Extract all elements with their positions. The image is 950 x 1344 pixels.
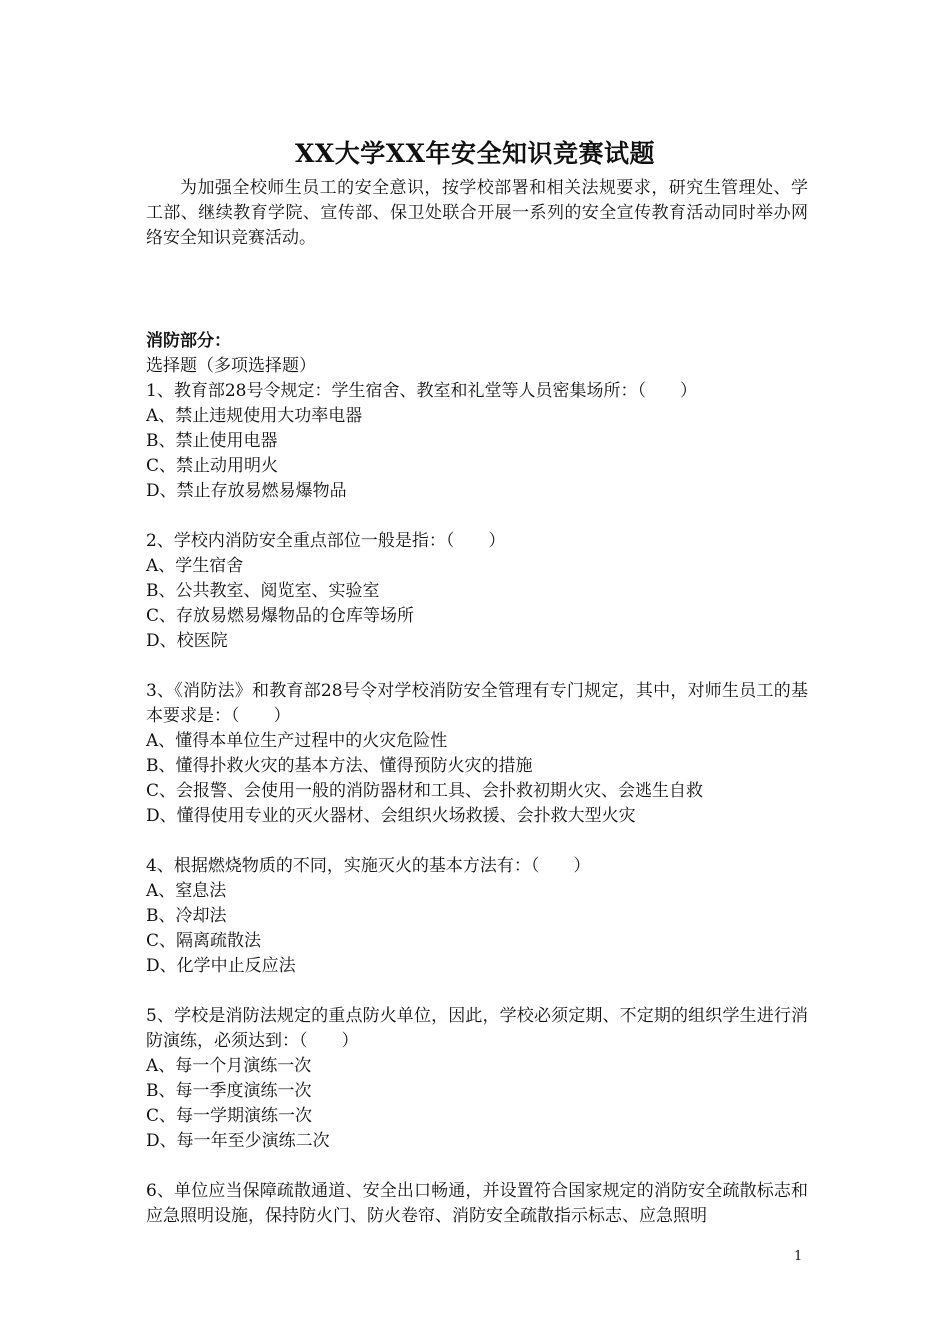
answer-option: C、会报警、会使用一般的消防器材和工具、会扑救初期火灾、会逃生自救	[146, 781, 704, 801]
answer-option: D、懂得使用专业的灭火器材、会组织火场救援、会扑救大型火灾	[146, 806, 636, 826]
answer-option: B、每一季度演练一次	[146, 1081, 312, 1101]
answer-option: B、公共教室、阅览室、实验室	[146, 581, 380, 601]
question-block	[146, 679, 808, 829]
fire-safety-section	[146, 329, 808, 1229]
answer-option: C、禁止动用明火	[146, 456, 279, 476]
question-text: 5、学校是消防法规定的重点防火单位，因此，学校必须定期、不定期的组织学生进行消防演练，必须达到：（ ）	[146, 1006, 808, 1051]
answer-option: B、禁止使用电器	[146, 431, 278, 451]
section-subtitle: 选择题（多项选择题）	[146, 356, 316, 376]
answer-option: D、每一年至少演练二次	[146, 1131, 330, 1151]
question-text: 3、《消防法》和教育部28号令对学校消防安全管理有专门规定，其中，对师生员工的基本要求是：（ ）	[146, 681, 808, 726]
question-list	[146, 379, 808, 1229]
answer-option: D、校医院	[146, 631, 228, 651]
question-text: 4、根据燃烧物质的不同，实施灭火的基本方法有：（ ）	[146, 856, 591, 876]
question-block	[146, 529, 808, 654]
answer-option: D、禁止存放易燃易爆物品	[146, 481, 347, 501]
section-title: 消防部分：	[146, 331, 231, 351]
question-block	[146, 1179, 808, 1229]
question-text: 2、学校内消防安全重点部位一般是指：（ ）	[146, 531, 506, 551]
answer-option: A、窒息法	[146, 881, 227, 901]
question-text: 6、单位应当保障疏散通道、安全出口畅通，并设置符合国家规定的消防安全疏散标志和应急照明设施，保持防火门、防火卷帘、消防安全疏散指示标志、应急照明	[146, 1181, 808, 1226]
question-block	[146, 1004, 808, 1154]
answer-option: A、懂得本单位生产过程中的火灾危险性	[146, 731, 448, 751]
answer-option: C、隔离疏散法	[146, 931, 262, 951]
answer-option: B、冷却法	[146, 906, 227, 926]
answer-option: A、学生宿舍	[146, 556, 244, 576]
question-block	[146, 854, 808, 979]
document-body	[146, 176, 808, 1254]
page-number: 1	[794, 1249, 803, 1264]
answer-option: C、每一学期演练一次	[146, 1106, 313, 1126]
intro-paragraph: 为加强全校师生员工的安全意识，按学校部署和相关法规要求，研究生管理处、学工部、继续教育学院、宣传部、保卫处联合开展一系列的安全宣传教育活动同时举办网络安全知识竞赛活动。	[146, 178, 808, 248]
question-text: 1、教育部28号令规定：学生宿舍、教室和礼堂等人员密集场所：（ ）	[146, 381, 697, 401]
question-block	[146, 379, 808, 504]
answer-option: B、懂得扑救火灾的基本方法、懂得预防火灾的措施	[146, 756, 533, 776]
answer-option: C、存放易燃易爆物品的仓库等场所	[146, 606, 415, 626]
answer-option: A、每一个月演练一次	[146, 1056, 312, 1076]
answer-option: D、化学中止反应法	[146, 956, 296, 976]
document-title: XX大学XX年安全知识竞赛试题	[294, 139, 656, 168]
answer-option: A、禁止违规使用大功率电器	[146, 406, 363, 426]
